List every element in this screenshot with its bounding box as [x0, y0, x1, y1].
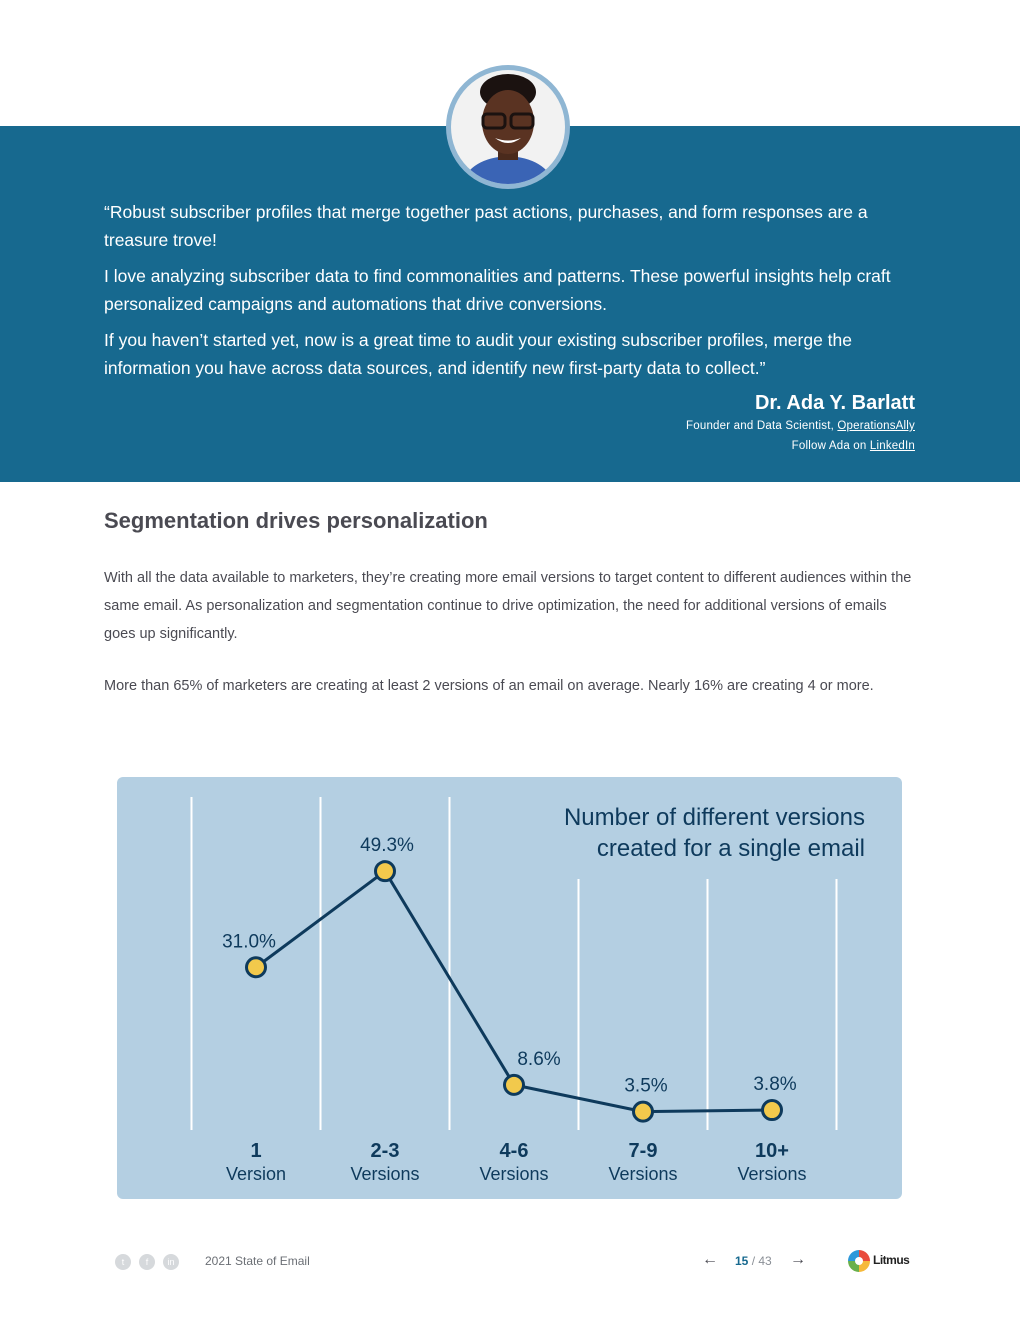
data-point-marker — [505, 1075, 524, 1094]
versions-chart — [117, 777, 902, 1199]
category-label: 2-3 — [370, 1140, 400, 1162]
category-label: 1 — [250, 1140, 262, 1162]
author-role — [686, 416, 915, 436]
litmus-logo[interactable] — [848, 1249, 910, 1275]
category-label: 4-6 — [499, 1140, 529, 1162]
page-indicator — [735, 1254, 772, 1268]
data-value-label: 3.8% — [753, 1074, 797, 1096]
data-point-marker — [376, 862, 395, 881]
current-page: 15 — [735, 1254, 749, 1268]
body-paragraph: More than 65% of marketers are creating at least 2 versions of an email on average. Nearly 16% are creating 4 or more. — [104, 678, 874, 694]
litmus-logo-icon — [848, 1250, 870, 1272]
chart-title-line: created for a single email — [596, 835, 865, 862]
prev-page-arrow-icon[interactable]: ← — [702, 1251, 718, 1268]
body-paragraph: With all the data available to marketers, they’re creating more email versions to target content to different audiences within the same email. As personalization and segmentation continue to drive optimization, the need for additional versions of emails goes up significantly. — [104, 570, 912, 642]
twitter-icon[interactable]: t — [115, 1254, 131, 1270]
data-value-label: 31.0% — [222, 931, 276, 953]
chart-title-line: Number of different versions — [563, 804, 865, 831]
quote-paragraph: “Robust subscriber profiles that merge together past actions, purchases, and form responses are a treasure trove! — [104, 202, 868, 250]
page-footer — [0, 1245, 1020, 1279]
total-pages: 43 — [758, 1254, 772, 1268]
quote-paragraph: If you haven’t started yet, now is a great time to audit your existing subscriber profiles, merge the information you have across data sources, and identify new first-party data to collect.” — [104, 330, 853, 378]
data-value-label: 3.5% — [624, 1075, 668, 1097]
chart-canvas — [117, 777, 902, 1199]
category-sublabel: Version — [225, 1164, 287, 1184]
data-point-marker — [247, 958, 266, 977]
data-value-label: 49.3% — [360, 835, 414, 857]
author-role-text: Founder and Data Scientist, — [686, 420, 838, 432]
facebook-icon[interactable]: f — [139, 1254, 155, 1270]
quote-attribution — [686, 390, 915, 456]
page-separator: / — [748, 1254, 759, 1268]
footer-title: 2021 State of Email — [205, 1254, 310, 1268]
linkedin-link[interactable]: LinkedIn — [869, 440, 915, 452]
quote-paragraph: I love analyzing subscriber data to find commonalities and patterns. These powerful insights help craft personalized campaigns and automations that drive conversions. — [104, 266, 891, 314]
data-value-label: 8.6% — [517, 1048, 561, 1070]
data-point-marker — [634, 1102, 653, 1121]
next-page-arrow-icon[interactable]: → — [790, 1251, 806, 1268]
category-label: 10+ — [755, 1140, 789, 1162]
author-name: Dr. Ada Y. Barlatt — [754, 392, 915, 414]
category-sublabel: Versions — [737, 1164, 807, 1184]
author-avatar — [446, 65, 570, 189]
linkedin-icon[interactable]: in — [163, 1254, 179, 1270]
testimonial-quote — [104, 198, 916, 390]
follow-text: Follow Ada on — [791, 440, 870, 452]
company-link[interactable]: OperationsAlly — [837, 420, 915, 432]
data-point-marker — [763, 1101, 782, 1120]
category-sublabel: Versions — [479, 1164, 549, 1184]
litmus-logo-text: Litmus — [873, 1253, 910, 1267]
author-follow — [686, 436, 915, 456]
category-sublabel: Versions — [608, 1164, 678, 1184]
section-title: Segmentation drives personalization — [104, 508, 488, 533]
category-label: 7-9 — [628, 1140, 658, 1162]
category-sublabel: Versions — [350, 1164, 420, 1184]
